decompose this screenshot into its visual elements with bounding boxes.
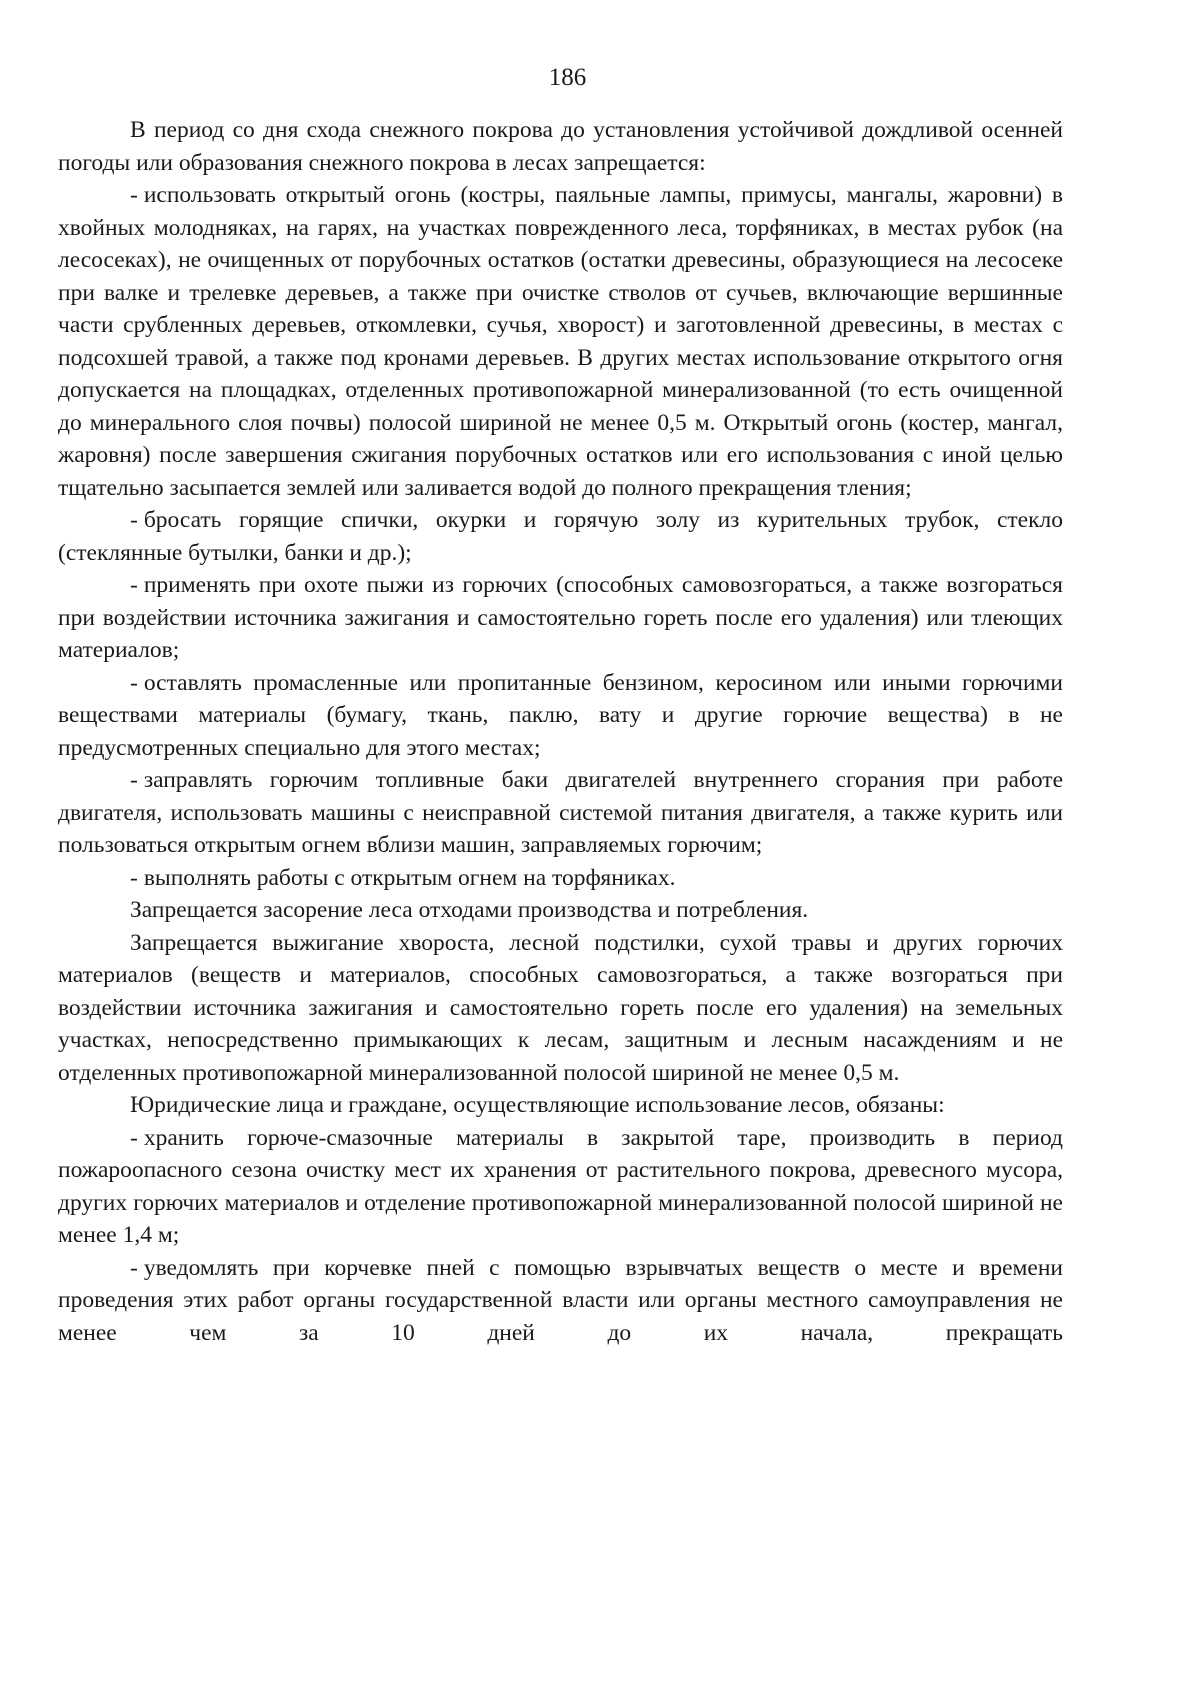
list-item	[58, 569, 1063, 667]
list-item-dash: -	[130, 864, 138, 891]
list-item-dash: -	[130, 1124, 138, 1151]
list-item	[58, 504, 1063, 569]
paragraph: Запрещается выжигание хвороста, лесной подстилки, сухой травы и других горючих материалов (веществ и материалов, способных самовозгораться, а также возгораться при воздействии источника зажигания и самостоятельно гореть после его удаления) на земельных участках, непосредственно примыкающих к лесам, защитным и лесным насаждениям и не отделенных противопожарной минерализованной полосой шириной не менее 0,5 м.	[58, 929, 1063, 1086]
page-number: 186	[548, 64, 587, 91]
list-item-text: уведомлять при корчевке пней с помощью взрывчатых веществ о месте и времени проведения этих работ органы государственной власти или органы местного самоуправления не менее чем за 10 дней до их начала, прекращать	[58, 1254, 1063, 1346]
list-item	[58, 667, 1063, 765]
document-page	[58, 62, 1063, 1349]
list-item	[58, 862, 1063, 895]
list-item-dash: -	[130, 669, 138, 696]
list-item-dash: -	[130, 1254, 138, 1281]
paragraph: В период со дня схода снежного покрова до установления устойчивой дождливой осенней погоды или образования снежного покрова в лесах запрещается:	[58, 117, 1063, 176]
list-item-text: хранить горюче-смазочные материалы в закрытой таре, производить в период пожароопасного сезона очистку мест их хранения от растительного покрова, древесного мусора, других горючих материалов и отделение противопожарной минерализованной полосой шириной не менее 1,4 м;	[58, 1124, 1063, 1248]
list-item-dash: -	[130, 572, 138, 598]
list-item-text: выполнять работы с открытым огнем на торфяниках.	[143, 864, 676, 891]
list-item-text: применять при охоте пыжи из горючих (способных самовозгораться, а также возгораться при воздействии источника зажигания и самостоятельно гореть после его удаления) или тлеющих материалов;	[58, 572, 1063, 663]
list-item-text: бросать горящие спички, окурки и горячую золу из курительных трубок, стекло (стеклянные бутылки, банки и др.);	[58, 507, 1063, 566]
list-item	[58, 1122, 1063, 1252]
list-item-text: использовать открытый огонь (костры, паяльные лампы, примусы, мангалы, жаровни) в хвойных молодняках, на гарях, на участках поврежденного леса, торфяниках, в местах рубок (на лесосеках), не очищенных от порубочных остатков (остатки древесины, образующиеся на лесосеке при валке и трелевке деревьев, а также при очистке стволов от сучьев, включающие вершинные части срубленных деревьев, откомлевки, сучья, хворост) и заготовленной древесины, в местах с подсохшей травой, а также под кронами деревьев. В других местах использование открытого огня допускается на площадках, отделенных противопожарной минерализованной (то есть очищенной до минерального слоя почвы) полосой шириной не менее 0,5 м. Открытый огонь (костер, мангал, жаровня) после завершения сжигания порубочных остатков или его использования с иной целью тщательно засыпается землей или заливается водой до полного прекращения тления;	[58, 182, 1063, 501]
document-body	[58, 114, 1063, 1349]
list-item-dash: -	[130, 767, 138, 793]
list-item-text: заправлять горючим топливные баки двигателей внутреннего сгорания при работе двигателя, использовать машины с неисправной системой питания двигателя, а также курить или пользоваться открытым огнем вблизи машин, заправляемых горючим;	[58, 767, 1063, 858]
paragraph: Юридические лица и граждане, осуществляющие использование лесов, обязаны:	[130, 1092, 945, 1118]
paragraph: Запрещается засорение леса отходами производства и потребления.	[130, 897, 809, 923]
list-item	[58, 764, 1063, 862]
list-item-dash: -	[130, 182, 138, 208]
list-item-text: оставлять промасленные или пропитанные бензином, керосином или иными горючими веществами материалы (бумагу, ткань, паклю, вату и другие горючие вещества) в не предусмотренных специально для этого местах;	[58, 669, 1063, 761]
list-item	[58, 1252, 1063, 1350]
list-item-dash: -	[130, 507, 138, 533]
list-item	[58, 179, 1063, 504]
